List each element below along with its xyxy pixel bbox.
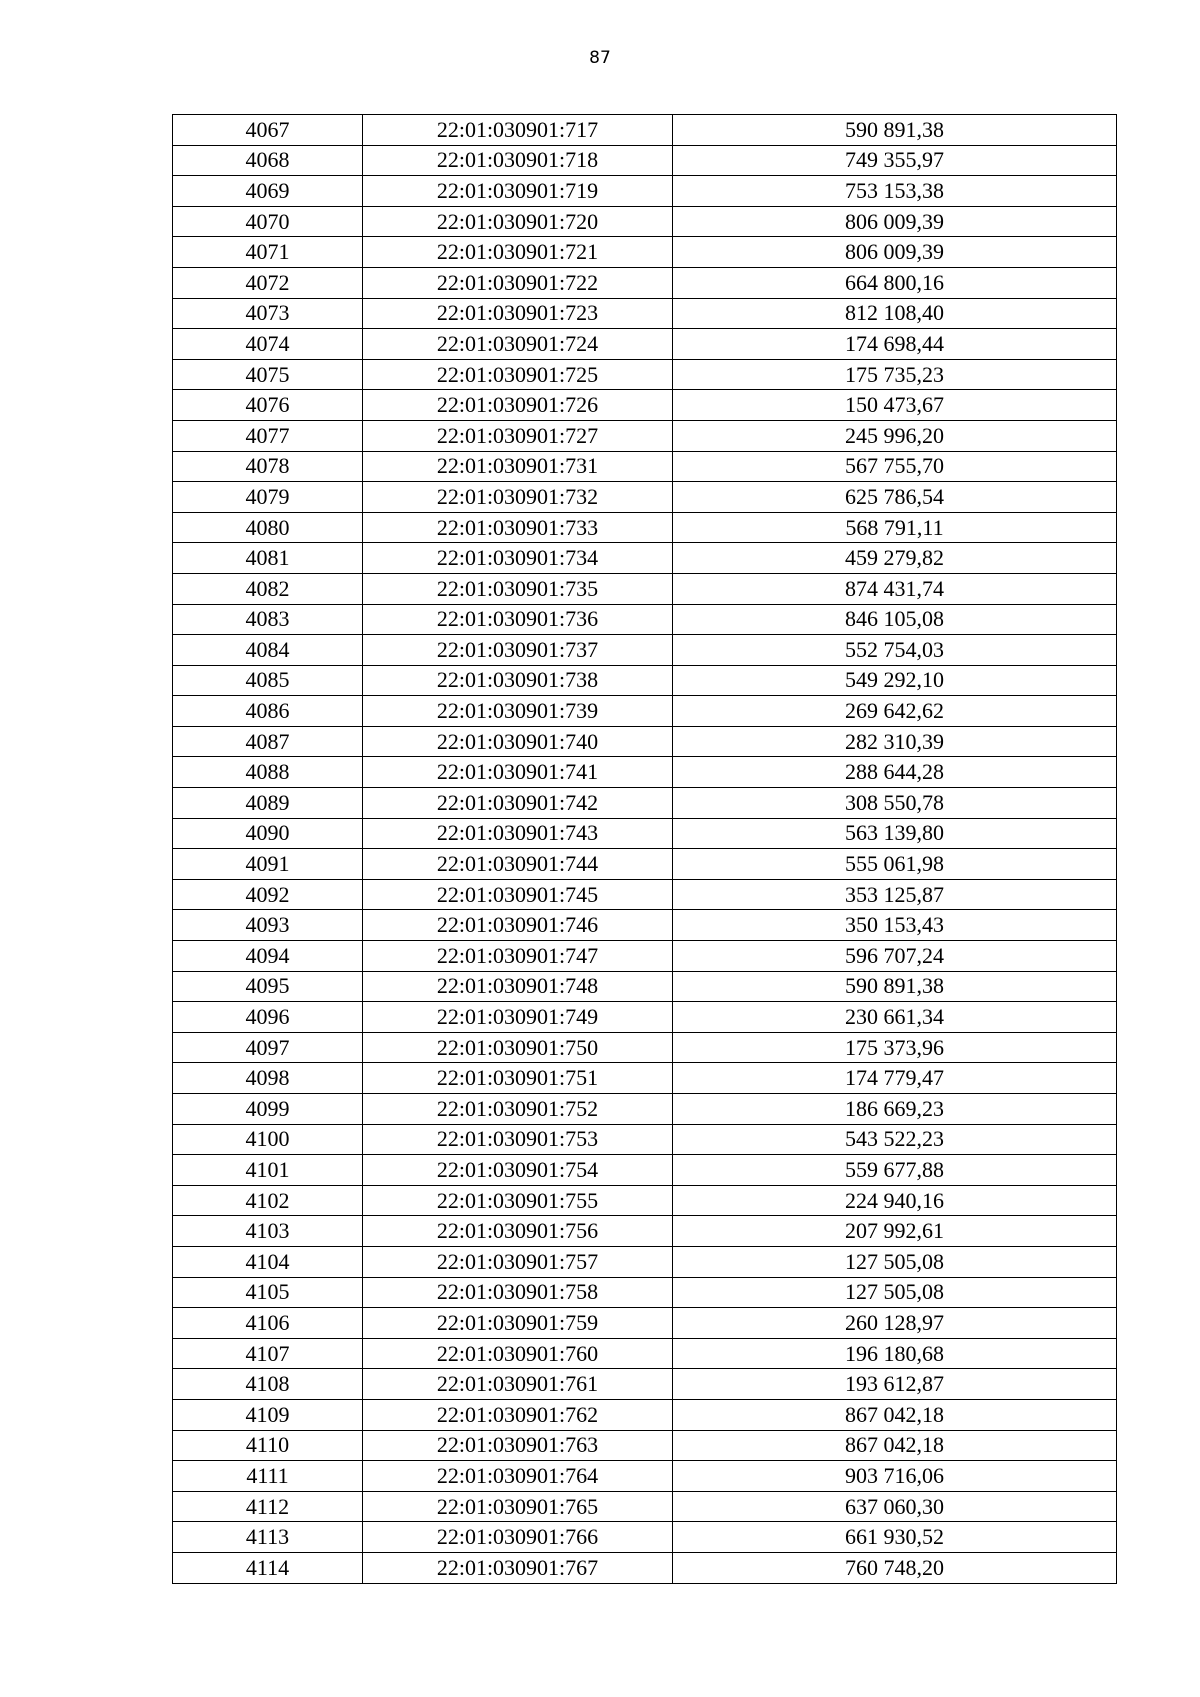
table-row <box>173 1369 1117 1400</box>
cadastral-value-cell: 186 669,23 <box>673 1094 1117 1125</box>
cadastral-number-cell: 22:01:030901:732 <box>363 482 673 513</box>
row-number-cell: 4085 <box>173 665 363 696</box>
row-number-cell: 4077 <box>173 420 363 451</box>
row-number-cell: 4113 <box>173 1522 363 1553</box>
cadastral-value-cell: 559 677,88 <box>673 1155 1117 1186</box>
row-number-cell: 4108 <box>173 1369 363 1400</box>
table-row <box>173 1277 1117 1308</box>
cadastral-number-cell: 22:01:030901:742 <box>363 788 673 819</box>
table-row <box>173 1063 1117 1094</box>
table-row <box>173 267 1117 298</box>
row-number-cell: 4080 <box>173 512 363 543</box>
table-row <box>173 1430 1117 1461</box>
table-row <box>173 573 1117 604</box>
table-row <box>173 757 1117 788</box>
row-number-cell: 4074 <box>173 329 363 360</box>
row-number-cell: 4104 <box>173 1246 363 1277</box>
cadastral-number-cell: 22:01:030901:719 <box>363 176 673 207</box>
cadastral-value-cell: 260 128,97 <box>673 1308 1117 1339</box>
cadastral-number-cell: 22:01:030901:764 <box>363 1461 673 1492</box>
cadastral-value-cell: 637 060,30 <box>673 1491 1117 1522</box>
row-number-cell: 4103 <box>173 1216 363 1247</box>
row-number-cell: 4102 <box>173 1185 363 1216</box>
table-row <box>173 849 1117 880</box>
cadastral-number-cell: 22:01:030901:762 <box>363 1399 673 1430</box>
cadastral-number-cell: 22:01:030901:743 <box>363 818 673 849</box>
cadastral-value-cell: 590 891,38 <box>673 971 1117 1002</box>
cadastral-number-cell: 22:01:030901:736 <box>363 604 673 635</box>
cadastral-number-cell: 22:01:030901:717 <box>363 115 673 146</box>
table-row <box>173 879 1117 910</box>
cadastral-value-cell: 193 612,87 <box>673 1369 1117 1400</box>
table-row <box>173 1491 1117 1522</box>
row-number-cell: 4096 <box>173 1002 363 1033</box>
row-number-cell: 4075 <box>173 359 363 390</box>
cadastral-number-cell: 22:01:030901:767 <box>363 1552 673 1583</box>
cadastral-number-cell: 22:01:030901:763 <box>363 1430 673 1461</box>
row-number-cell: 4073 <box>173 298 363 329</box>
cadastral-number-cell: 22:01:030901:726 <box>363 390 673 421</box>
row-number-cell: 4086 <box>173 696 363 727</box>
cadastral-value-cell: 812 108,40 <box>673 298 1117 329</box>
table-row <box>173 635 1117 666</box>
cadastral-number-cell: 22:01:030901:723 <box>363 298 673 329</box>
cadastral-number-cell: 22:01:030901:724 <box>363 329 673 360</box>
cadastral-value-cell: 867 042,18 <box>673 1399 1117 1430</box>
cadastral-value-cell: 174 779,47 <box>673 1063 1117 1094</box>
row-number-cell: 4111 <box>173 1461 363 1492</box>
table-row <box>173 1124 1117 1155</box>
cadastral-value-cell: 174 698,44 <box>673 329 1117 360</box>
table-row <box>173 451 1117 482</box>
cadastral-value-cell: 350 153,43 <box>673 910 1117 941</box>
cadastral-number-cell: 22:01:030901:733 <box>363 512 673 543</box>
cadastral-number-cell: 22:01:030901:741 <box>363 757 673 788</box>
table-row <box>173 145 1117 176</box>
cadastral-number-cell: 22:01:030901:721 <box>363 237 673 268</box>
row-number-cell: 4110 <box>173 1430 363 1461</box>
row-number-cell: 4091 <box>173 849 363 880</box>
table-row <box>173 390 1117 421</box>
table-row <box>173 941 1117 972</box>
cadastral-value-cell: 760 748,20 <box>673 1552 1117 1583</box>
cadastral-number-cell: 22:01:030901:751 <box>363 1063 673 1094</box>
row-number-cell: 4105 <box>173 1277 363 1308</box>
row-number-cell: 4109 <box>173 1399 363 1430</box>
table-row <box>173 1399 1117 1430</box>
table-row <box>173 696 1117 727</box>
cadastral-value-cell: 806 009,39 <box>673 206 1117 237</box>
cadastral-number-cell: 22:01:030901:749 <box>363 1002 673 1033</box>
cadastral-value-cell: 224 940,16 <box>673 1185 1117 1216</box>
table-row <box>173 298 1117 329</box>
cadastral-number-cell: 22:01:030901:754 <box>363 1155 673 1186</box>
cadastral-value-cell: 567 755,70 <box>673 451 1117 482</box>
table-row <box>173 726 1117 757</box>
row-number-cell: 4112 <box>173 1491 363 1522</box>
cadastral-number-cell: 22:01:030901:738 <box>363 665 673 696</box>
table-row <box>173 329 1117 360</box>
row-number-cell: 4084 <box>173 635 363 666</box>
cadastral-value-cell: 269 642,62 <box>673 696 1117 727</box>
table-row <box>173 1552 1117 1583</box>
cadastral-value-cell: 563 139,80 <box>673 818 1117 849</box>
cadastral-value-table <box>172 114 1117 1584</box>
table-row <box>173 1338 1117 1369</box>
cadastral-value-cell: 308 550,78 <box>673 788 1117 819</box>
cadastral-value-cell: 245 996,20 <box>673 420 1117 451</box>
row-number-cell: 4089 <box>173 788 363 819</box>
row-number-cell: 4101 <box>173 1155 363 1186</box>
table-row <box>173 1461 1117 1492</box>
table-row <box>173 115 1117 146</box>
cadastral-value-cell: 230 661,34 <box>673 1002 1117 1033</box>
row-number-cell: 4107 <box>173 1338 363 1369</box>
row-number-cell: 4095 <box>173 971 363 1002</box>
row-number-cell: 4078 <box>173 451 363 482</box>
cadastral-value-cell: 625 786,54 <box>673 482 1117 513</box>
row-number-cell: 4088 <box>173 757 363 788</box>
cadastral-value-cell: 459 279,82 <box>673 543 1117 574</box>
cadastral-value-cell: 590 891,38 <box>673 115 1117 146</box>
cadastral-number-cell: 22:01:030901:753 <box>363 1124 673 1155</box>
table-body <box>173 115 1117 1584</box>
cadastral-value-cell: 753 153,38 <box>673 176 1117 207</box>
cadastral-value-cell: 353 125,87 <box>673 879 1117 910</box>
cadastral-number-cell: 22:01:030901:735 <box>363 573 673 604</box>
row-number-cell: 4097 <box>173 1032 363 1063</box>
table-row <box>173 1094 1117 1125</box>
cadastral-number-cell: 22:01:030901:731 <box>363 451 673 482</box>
cadastral-number-cell: 22:01:030901:752 <box>363 1094 673 1125</box>
row-number-cell: 4082 <box>173 573 363 604</box>
row-number-cell: 4076 <box>173 390 363 421</box>
cadastral-value-cell: 150 473,67 <box>673 390 1117 421</box>
cadastral-number-cell: 22:01:030901:747 <box>363 941 673 972</box>
cadastral-value-cell: 207 992,61 <box>673 1216 1117 1247</box>
cadastral-number-cell: 22:01:030901:746 <box>363 910 673 941</box>
cadastral-value-cell: 282 310,39 <box>673 726 1117 757</box>
row-number-cell: 4071 <box>173 237 363 268</box>
cadastral-value-cell: 175 373,96 <box>673 1032 1117 1063</box>
table-row <box>173 910 1117 941</box>
cadastral-number-cell: 22:01:030901:766 <box>363 1522 673 1553</box>
cadastral-value-cell: 568 791,11 <box>673 512 1117 543</box>
page-number: 87 <box>589 48 611 68</box>
row-number-cell: 4106 <box>173 1308 363 1339</box>
row-number-cell: 4070 <box>173 206 363 237</box>
cadastral-number-cell: 22:01:030901:720 <box>363 206 673 237</box>
table-row <box>173 359 1117 390</box>
cadastral-value-cell: 867 042,18 <box>673 1430 1117 1461</box>
cadastral-value-cell: 543 522,23 <box>673 1124 1117 1155</box>
cadastral-value-cell: 127 505,08 <box>673 1277 1117 1308</box>
table-row <box>173 665 1117 696</box>
cadastral-number-cell: 22:01:030901:759 <box>363 1308 673 1339</box>
table-row <box>173 543 1117 574</box>
table-row <box>173 1185 1117 1216</box>
cadastral-value-cell: 127 505,08 <box>673 1246 1117 1277</box>
table-row <box>173 512 1117 543</box>
table-row <box>173 788 1117 819</box>
row-number-cell: 4079 <box>173 482 363 513</box>
cadastral-value-cell: 196 180,68 <box>673 1338 1117 1369</box>
cadastral-value-cell: 903 716,06 <box>673 1461 1117 1492</box>
cadastral-value-cell: 806 009,39 <box>673 237 1117 268</box>
row-number-cell: 4083 <box>173 604 363 635</box>
table-row <box>173 482 1117 513</box>
cadastral-number-cell: 22:01:030901:758 <box>363 1277 673 1308</box>
cadastral-value-cell: 661 930,52 <box>673 1522 1117 1553</box>
cadastral-number-cell: 22:01:030901:756 <box>363 1216 673 1247</box>
row-number-cell: 4092 <box>173 879 363 910</box>
cadastral-number-cell: 22:01:030901:755 <box>363 1185 673 1216</box>
cadastral-number-cell: 22:01:030901:761 <box>363 1369 673 1400</box>
table-row <box>173 206 1117 237</box>
row-number-cell: 4094 <box>173 941 363 972</box>
row-number-cell: 4098 <box>173 1063 363 1094</box>
cadastral-number-cell: 22:01:030901:739 <box>363 696 673 727</box>
row-number-cell: 4100 <box>173 1124 363 1155</box>
row-number-cell: 4069 <box>173 176 363 207</box>
cadastral-number-cell: 22:01:030901:757 <box>363 1246 673 1277</box>
table-row <box>173 1155 1117 1186</box>
table-row <box>173 1522 1117 1553</box>
cadastral-value-cell: 846 105,08 <box>673 604 1117 635</box>
cadastral-value-cell: 874 431,74 <box>673 573 1117 604</box>
table-row <box>173 176 1117 207</box>
cadastral-number-cell: 22:01:030901:744 <box>363 849 673 880</box>
cadastral-number-cell: 22:01:030901:740 <box>363 726 673 757</box>
cadastral-number-cell: 22:01:030901:734 <box>363 543 673 574</box>
cadastral-number-cell: 22:01:030901:718 <box>363 145 673 176</box>
cadastral-value-cell: 288 644,28 <box>673 757 1117 788</box>
table-row <box>173 604 1117 635</box>
cadastral-number-cell: 22:01:030901:748 <box>363 971 673 1002</box>
cadastral-value-cell: 175 735,23 <box>673 359 1117 390</box>
cadastral-number-cell: 22:01:030901:725 <box>363 359 673 390</box>
cadastral-number-cell: 22:01:030901:722 <box>363 267 673 298</box>
cadastral-number-cell: 22:01:030901:760 <box>363 1338 673 1369</box>
cadastral-value-cell: 549 292,10 <box>673 665 1117 696</box>
cadastral-number-cell: 22:01:030901:765 <box>363 1491 673 1522</box>
table-row <box>173 237 1117 268</box>
table-row <box>173 420 1117 451</box>
row-number-cell: 4087 <box>173 726 363 757</box>
cadastral-number-cell: 22:01:030901:737 <box>363 635 673 666</box>
row-number-cell: 4072 <box>173 267 363 298</box>
row-number-cell: 4099 <box>173 1094 363 1125</box>
cadastral-value-cell: 664 800,16 <box>673 267 1117 298</box>
row-number-cell: 4068 <box>173 145 363 176</box>
cadastral-value-cell: 552 754,03 <box>673 635 1117 666</box>
table-row <box>173 1002 1117 1033</box>
cadastral-value-cell: 749 355,97 <box>673 145 1117 176</box>
table-row <box>173 1246 1117 1277</box>
cadastral-value-cell: 596 707,24 <box>673 941 1117 972</box>
table-row <box>173 1216 1117 1247</box>
cadastral-value-cell: 555 061,98 <box>673 849 1117 880</box>
row-number-cell: 4114 <box>173 1552 363 1583</box>
row-number-cell: 4081 <box>173 543 363 574</box>
table-row <box>173 818 1117 849</box>
row-number-cell: 4067 <box>173 115 363 146</box>
table-row <box>173 1032 1117 1063</box>
row-number-cell: 4093 <box>173 910 363 941</box>
cadastral-number-cell: 22:01:030901:745 <box>363 879 673 910</box>
cadastral-number-cell: 22:01:030901:727 <box>363 420 673 451</box>
cadastral-number-cell: 22:01:030901:750 <box>363 1032 673 1063</box>
row-number-cell: 4090 <box>173 818 363 849</box>
table-row <box>173 1308 1117 1339</box>
table-row <box>173 971 1117 1002</box>
